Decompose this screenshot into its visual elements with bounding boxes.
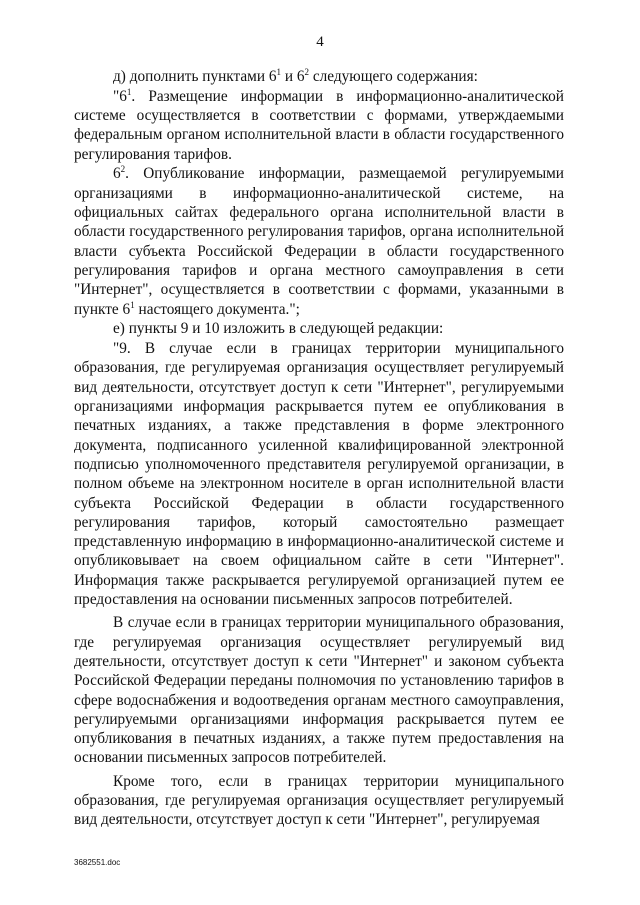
superscript: 2 bbox=[304, 67, 309, 77]
text: и 6 bbox=[281, 68, 305, 85]
text: . Опубликование информации, размещаемой регулируемыми организациями в информационно-аналитической системе, на официальных сайтах федерального органа исполнительной власти в области государственного регулирования тарифов, органа исполнительной власти субъекта Российской Федерации в области государственного регулирования тарифов и органа местного самоуправления в сети "Интернет", осуществляется в соответствии с формами, указанными в пункте 6 bbox=[74, 165, 564, 318]
paragraph-9-third: Кроме того, если в границах территории муниципального образования, где регулируемая организация осуществляет регулируемый вид деятельности, отсутствует доступ к сети "Интернет", регулируемая bbox=[74, 772, 564, 829]
superscript: 1 bbox=[130, 299, 135, 310]
paragraph-6-1 bbox=[74, 87, 564, 164]
superscript: 2 bbox=[120, 164, 126, 175]
document-body bbox=[74, 67, 564, 830]
text: д) дополнить пунктами 6 bbox=[113, 68, 277, 85]
superscript: 1 bbox=[276, 67, 282, 77]
page-number: 4 bbox=[316, 34, 324, 50]
text: 6 bbox=[113, 165, 121, 183]
paragraph-d bbox=[74, 67, 564, 86]
text: "6 bbox=[113, 87, 127, 105]
text: . Размещение информации в информационно-аналитической системе осуществляется в соответствии с формами, утверждаемыми федеральным органом исполнительной власти в области государственного регулирования тарифов. bbox=[74, 87, 564, 163]
paragraph-9-second: В случае если в границах территории муниципального образования, где регулируемая организация осуществляет регулируемый вид деятельности, отсутствует доступ к сети "Интернет" и законом субъекта Российской Федерации переданы полномочия по установлению тарифов в сфере водоснабжения и водоотведения органам местного самоуправления, регулируемыми организациями информация раскрывается путем ее опубликования в печатных изданиях, а также путем предоставления на основании письменных запросов потребителей. bbox=[74, 614, 564, 767]
superscript: 1 bbox=[126, 86, 132, 97]
file-footer: 3682551.doc bbox=[74, 858, 121, 867]
text: следующего содержания: bbox=[309, 68, 478, 85]
paragraph-9: "9. В случае если в границах территории муниципального образования, где регулируемая организация осуществляет регулируемый вид деятельности, отсутствует доступ к сети "Интернет", регулируемыми организациями информация раскрывается путем ее опубликования в печатных изданиях, а также представления в форме электронного документа, подписанного усиленной квалифицированной электронной подписью уполномоченного представителя регулируемой организации, в полном объеме на электронном носителе в орган исполнительной власти субъекта Российской Федерации в области государственного регулирования тарифов, который самостоятельно размещает представленную информацию в информационно-аналитической системе и опубликовывает на своем официальном сайте в сети "Интернет". Информация также раскрывается регулируемой организацией путем ее предоставления на основании письменных запросов потребителей. bbox=[74, 340, 564, 609]
paragraph-6-2 bbox=[74, 164, 564, 318]
paragraph-e: е) пункты 9 и 10 изложить в следующей редакции: bbox=[113, 320, 444, 338]
text: настоящего документа."; bbox=[134, 300, 300, 318]
